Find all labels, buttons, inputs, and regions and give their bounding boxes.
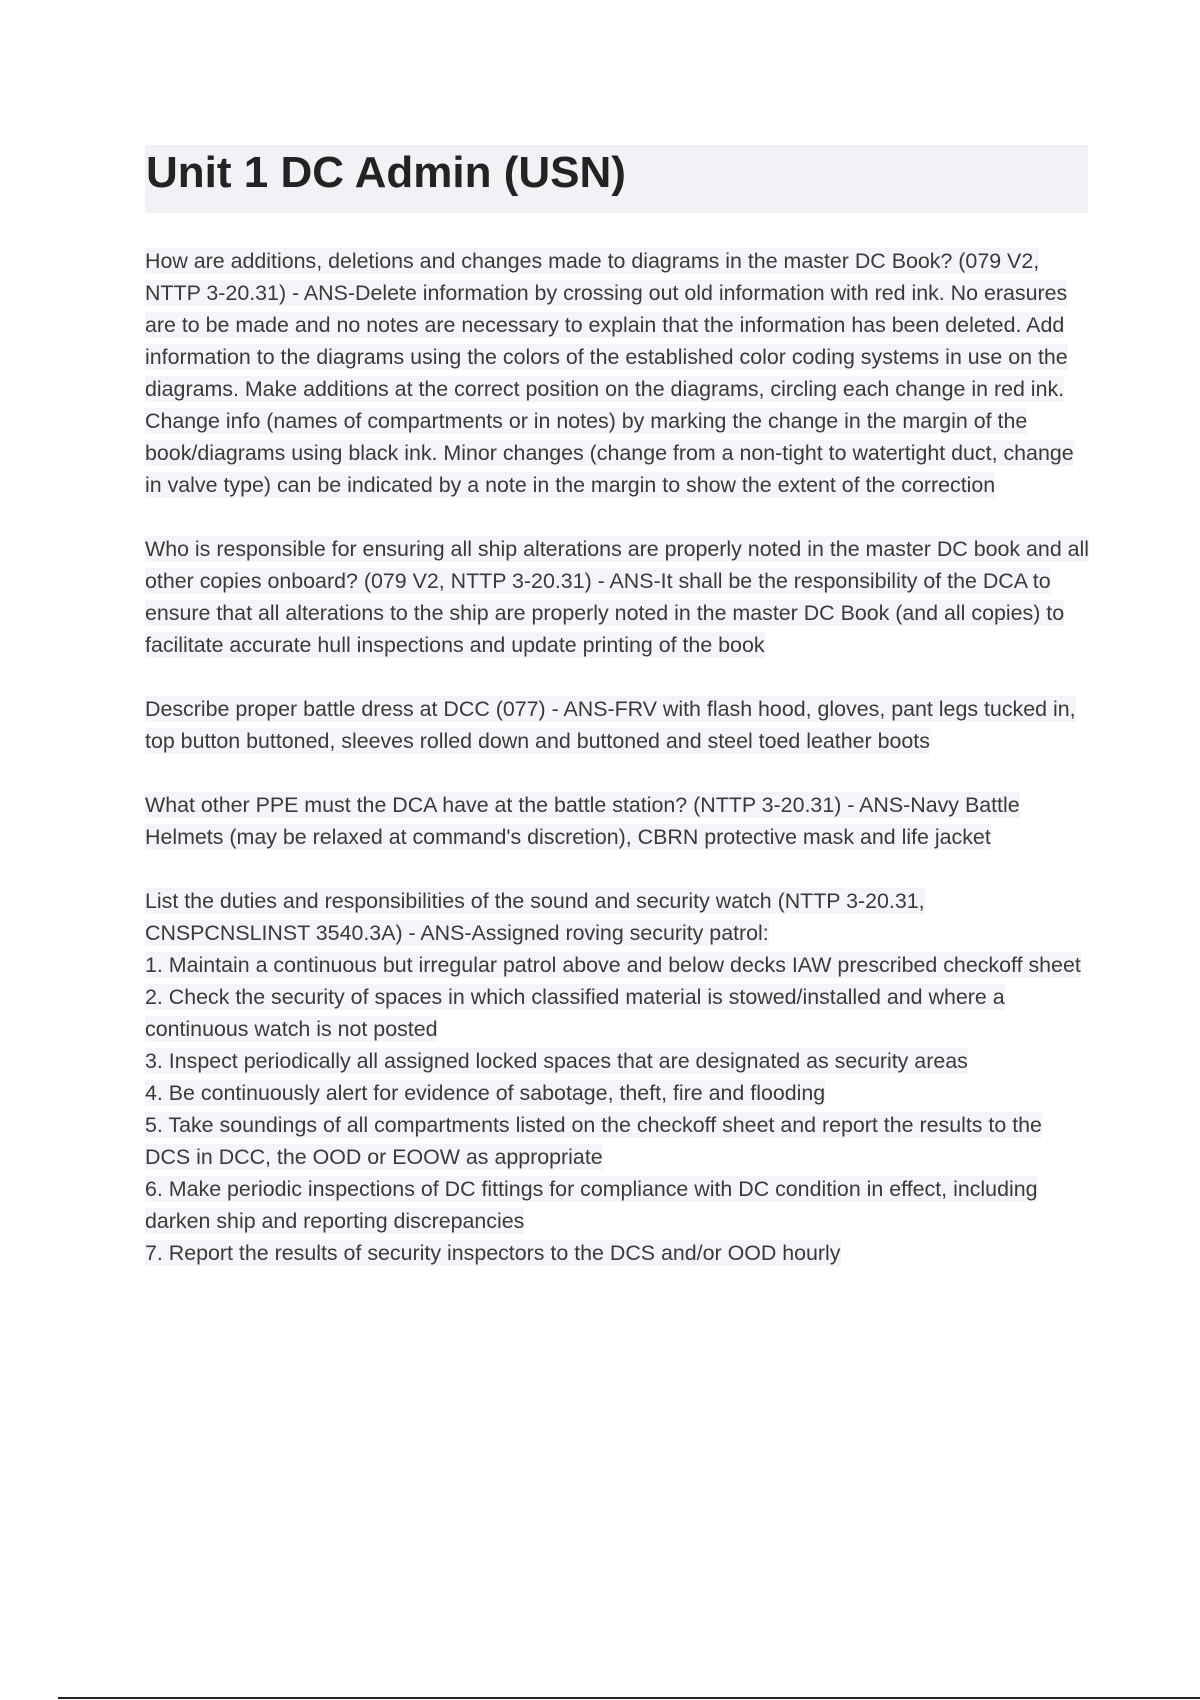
qa-text: Who is responsible for ensuring all ship alterations are properly noted in the master DC book and all other copies onboard? (079 V2, NTTP 3-20.31) - ANS-It shall be the responsibility of the DCA to ensure that all alterations to the ship are properly noted in the master DC Book (and all copies) to facilitate accurate hull inspections and update printing of the book bbox=[145, 537, 1090, 657]
document-body bbox=[145, 245, 1090, 1301]
duty-text: 7. Report the results of security inspectors to the DCS and/or OOD hourly bbox=[145, 1241, 841, 1265]
duty-text: 4. Be continuously alert for evidence of sabotage, theft, fire and flooding bbox=[145, 1081, 826, 1105]
duty-list-item bbox=[145, 1109, 1090, 1173]
duty-text: 3. Inspect periodically all assigned locked spaces that are designated as security areas bbox=[145, 1049, 968, 1073]
duty-list-item bbox=[145, 1045, 1090, 1077]
duty-text: 6. Make periodic inspections of DC fittings for compliance with DC condition in effect, including darken ship and reporting discrepancies bbox=[145, 1177, 1038, 1233]
qa-item-dca-ppe bbox=[145, 789, 1090, 853]
footer-rule bbox=[58, 1697, 1200, 1699]
duty-list-item bbox=[145, 1077, 1090, 1109]
duty-list-item bbox=[145, 949, 1090, 981]
qa-text: List the duties and responsibilities of the sound and security watch (NTTP 3-20.31, CNSPCNSLINST 3540.3A) - ANS-Assigned roving security patrol: bbox=[145, 889, 925, 945]
duty-text: 2. Check the security of spaces in which classified material is stowed/installed and where a continuous watch is not posted bbox=[145, 985, 1005, 1041]
duty-text: 5. Take soundings of all compartments listed on the checkoff sheet and report the results to the DCS in DCC, the OOD or EOOW as appropriate bbox=[145, 1113, 1042, 1169]
duty-list-item bbox=[145, 1237, 1090, 1269]
duty-text: 1. Maintain a continuous but irregular patrol above and below decks IAW prescribed checkoff sheet bbox=[145, 953, 1081, 977]
qa-item-security-watch bbox=[145, 885, 1090, 1269]
qa-item-battle-dress bbox=[145, 693, 1090, 757]
qa-item-diagram-changes bbox=[145, 245, 1090, 501]
duty-list-item bbox=[145, 981, 1090, 1045]
duty-list-item bbox=[145, 1173, 1090, 1237]
qa-question-line bbox=[145, 885, 1090, 949]
page-title: Unit 1 DC Admin (USN) bbox=[146, 148, 626, 197]
qa-text: Describe proper battle dress at DCC (077) - ANS-FRV with flash hood, gloves, pant legs tucked in, top button buttoned, sleeves rolled down and buttoned and steel toed leather boots bbox=[145, 697, 1076, 753]
qa-item-ship-alterations bbox=[145, 533, 1090, 661]
qa-text: What other PPE must the DCA have at the battle station? (NTTP 3-20.31) - ANS-Navy Battle Helmets (may be relaxed at command's discretion), CBRN protective mask and life jacket bbox=[145, 793, 1020, 849]
qa-text: How are additions, deletions and changes made to diagrams in the master DC Book? (079 V2, NTTP 3-20.31) - ANS-Delete information by crossing out old information with red ink. No erasures are to be made and no notes are necessary to explain that the information has been deleted. Add information to the diagrams using the colors of the established color coding systems in use on the diagrams. Make additions at the correct position on the diagrams, circling each change in red ink. Change info (names of compartments or in notes) by marking the change in the margin of the book/diagrams using black ink. Minor changes (change from a non-tight to watertight duct, change in valve type) can be indicated by a note in the margin to show the extent of the correction bbox=[145, 249, 1074, 497]
